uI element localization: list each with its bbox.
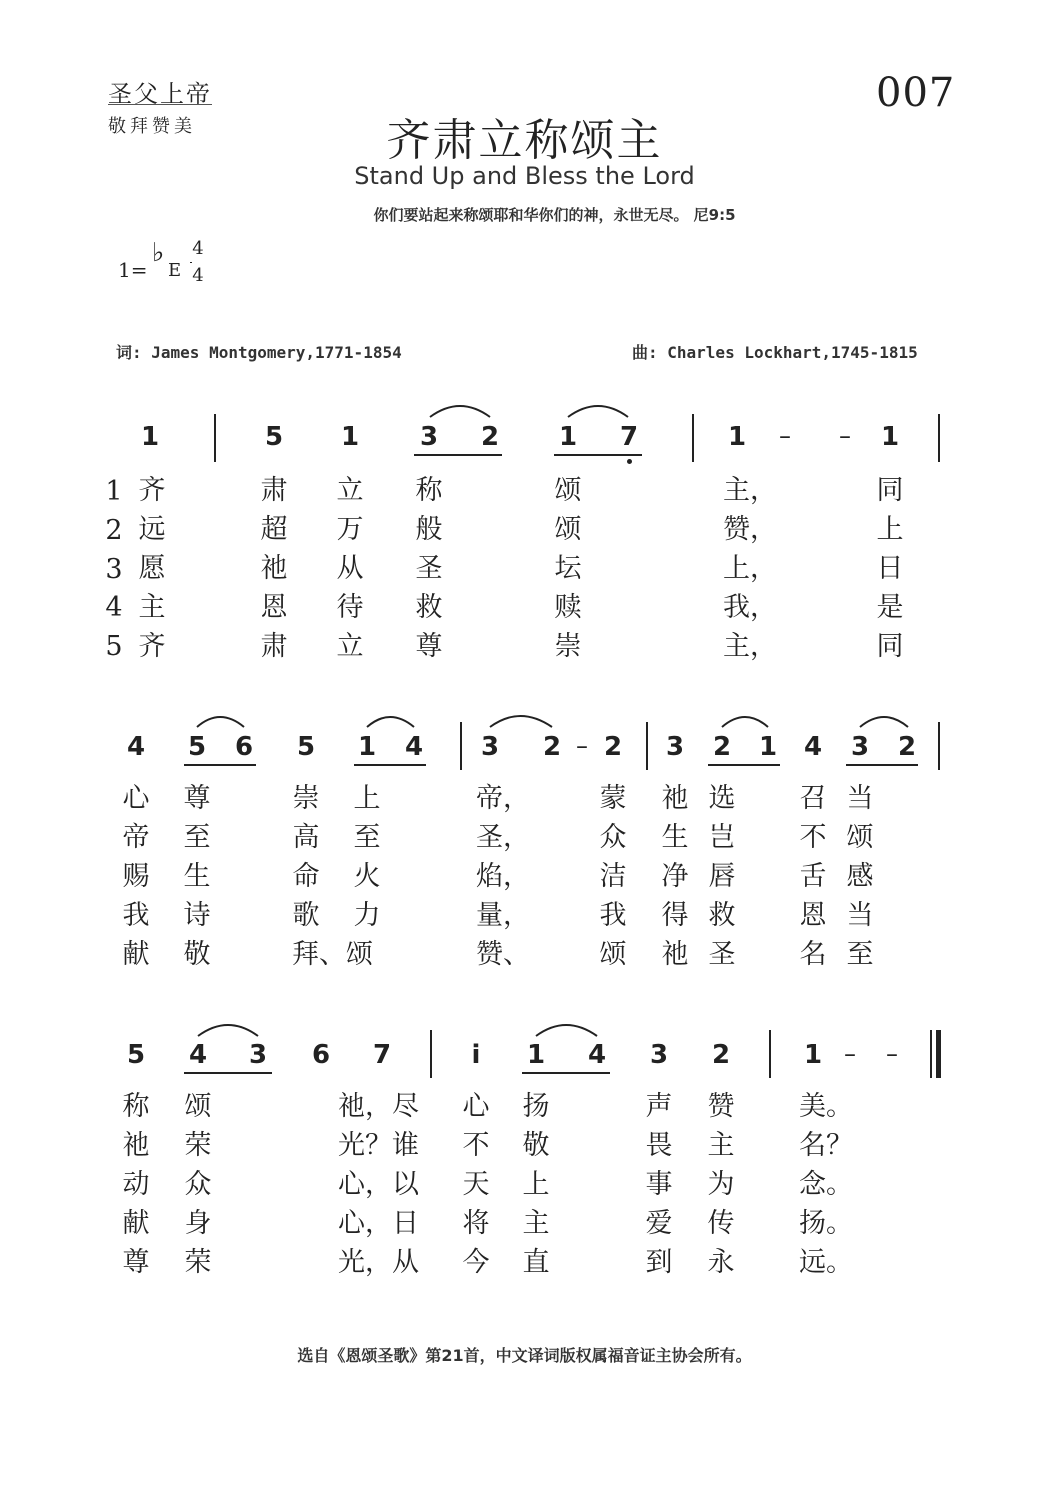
bar-line: [430, 1030, 432, 1078]
lyric-syllable: 赞: [707, 1091, 735, 1122]
lyric-syllable: 祂: [260, 553, 288, 584]
lyric-syllable: 感: [846, 861, 874, 892]
lyric-syllable: 恩: [799, 900, 827, 931]
time-divider: [190, 262, 192, 263]
note: 3: [419, 422, 439, 452]
lyric-syllable: 到: [645, 1247, 673, 1278]
bar-line: [646, 722, 648, 770]
verse-number: 1: [105, 476, 123, 507]
lyric-syllable: 传: [707, 1208, 735, 1239]
lyric-syllable: 救: [415, 592, 443, 623]
lyric-syllable: 主，: [723, 631, 777, 662]
note: 1: [558, 422, 578, 452]
lyric-syllable: 名？: [799, 1130, 853, 1161]
lyric-syllable: 帝，: [476, 783, 530, 814]
lyric-syllable: 主: [707, 1130, 735, 1161]
note: 1: [758, 732, 778, 762]
note: 5: [264, 422, 284, 452]
scripture-verse: 你们要站起来称颂耶和华你们的神，永世无尽。 尼9:5: [373, 206, 736, 224]
lyric-syllable: 力: [353, 900, 381, 931]
lyric-syllable: 上: [522, 1169, 550, 1200]
note: 2: [711, 1040, 731, 1070]
lyric-syllable: 主: [138, 592, 166, 623]
lyric-syllable: 是: [876, 592, 904, 623]
lyric-syllable: 岂: [708, 822, 736, 853]
lyric-syllable: 天: [462, 1169, 490, 1200]
note: 2: [712, 732, 732, 762]
lyric-syllable: 唇: [708, 861, 736, 892]
lyric-syllable: 当: [846, 783, 874, 814]
note: 4: [188, 1040, 208, 1070]
slur-arcs-1: [0, 395, 1049, 425]
lyric-syllable: 事: [645, 1169, 673, 1200]
note: 2: [897, 732, 917, 762]
lyric-syllable: 畏: [645, 1130, 673, 1161]
hold-dash: –: [844, 1040, 856, 1068]
hymn-subtitle: Stand Up and Bless the Lord: [354, 162, 695, 190]
note: 3: [480, 732, 500, 762]
lyric-syllable: 光？谁: [338, 1130, 419, 1161]
time-top: 4: [192, 238, 204, 259]
lyric-syllable: 圣: [415, 553, 443, 584]
lyric-syllable: 不: [799, 822, 827, 853]
lyric-syllable: 爱: [645, 1208, 673, 1239]
lyric-syllable: 上，: [723, 553, 777, 584]
note: 6: [234, 732, 254, 762]
lyric-syllable: 光，从: [338, 1247, 419, 1278]
lyric-syllable: 动: [122, 1169, 150, 1200]
lyric-syllable: 心: [462, 1091, 490, 1122]
bar-line: [938, 414, 940, 462]
lyric-syllable: 称: [415, 475, 443, 506]
verse-number: 4: [105, 592, 123, 623]
lyric-syllable: 念。: [799, 1169, 853, 1200]
lyric-syllable: 命: [292, 861, 320, 892]
note: 4: [803, 732, 823, 762]
lyric-syllable: 尊: [122, 1247, 150, 1278]
note: 1: [880, 422, 900, 452]
lyric-syllable: 赐: [122, 861, 150, 892]
lyric-syllable: 般: [415, 514, 443, 545]
lyric-syllable: 坛: [554, 553, 582, 584]
lyric-syllable: 量，: [476, 900, 530, 931]
eighth-underline: [414, 454, 502, 456]
lyric-syllable: 为: [707, 1169, 735, 1200]
lyric-syllable: 我: [122, 900, 150, 931]
lyric-syllable: 不: [462, 1130, 490, 1161]
music-credit: 曲: Charles Lockhart,1745-1815: [632, 343, 918, 362]
note: 2: [480, 422, 500, 452]
lyric-syllable: 洁: [599, 861, 627, 892]
lyric-syllable: 恩: [260, 592, 288, 623]
bar-line: [214, 414, 216, 462]
time-bottom: 4: [192, 265, 204, 286]
lyric-syllable: 身: [184, 1208, 212, 1239]
lyric-syllable: 崇: [292, 783, 320, 814]
note: 1: [140, 422, 160, 452]
final-bar-thin: [930, 1030, 932, 1078]
note: 3: [649, 1040, 669, 1070]
low-octave-dot: [627, 459, 632, 464]
lyric-syllable: 火: [353, 861, 381, 892]
words-credit: 词: James Montgomery,1771-1854: [116, 343, 402, 362]
lyric-syllable: 直: [522, 1247, 550, 1278]
lyric-syllable: 赞，: [723, 514, 777, 545]
note: 5: [187, 732, 207, 762]
eighth-underline: [522, 1072, 610, 1074]
lyric-syllable: 圣: [708, 939, 736, 970]
lyric-syllable: 同: [876, 475, 904, 506]
key-prefix: 1=: [118, 258, 148, 282]
lyric-syllable: 扬。: [799, 1208, 853, 1239]
lyric-syllable: 声: [645, 1091, 673, 1122]
lyric-syllable: 众: [184, 1169, 212, 1200]
lyric-syllable: 祂: [661, 939, 689, 970]
lyric-syllable: 祂，尽: [338, 1091, 419, 1122]
lyric-syllable: 齐: [138, 631, 166, 662]
lyric-syllable: 尊: [415, 631, 443, 662]
lyric-syllable: 敬: [183, 939, 211, 970]
lyric-syllable: 至: [353, 822, 381, 853]
category-label: 圣父上帝: [108, 80, 212, 108]
lyric-syllable: 选: [708, 783, 736, 814]
eighth-underline: [184, 1072, 272, 1074]
lyric-syllable: 上: [353, 783, 381, 814]
lyric-syllable: 生: [661, 822, 689, 853]
lyric-syllable: 当: [846, 900, 874, 931]
note: 4: [404, 732, 424, 762]
lyric-syllable: 同: [876, 631, 904, 662]
lyric-syllable: 愿: [138, 553, 166, 584]
lyric-syllable: 主，: [723, 475, 777, 506]
lyric-syllable: 净: [661, 861, 689, 892]
hold-dash: –: [576, 732, 588, 760]
note: 2: [603, 732, 623, 762]
lyric-syllable: 颂: [554, 514, 582, 545]
lyric-syllable: 心，日: [338, 1208, 419, 1239]
bar-line: [460, 722, 462, 770]
note: 1: [340, 422, 360, 452]
lyric-syllable: 颂: [184, 1091, 212, 1122]
subcategory-label: 敬拜赞美: [108, 116, 196, 137]
lyric-syllable: 生: [183, 861, 211, 892]
lyric-syllable: 从: [336, 553, 364, 584]
lyric-syllable: 肃: [260, 631, 288, 662]
lyric-syllable: 远。: [799, 1247, 853, 1278]
lyric-syllable: 献: [122, 1208, 150, 1239]
verse-number: 5: [105, 631, 123, 662]
verse-number: 2: [105, 515, 123, 546]
lyric-syllable: 心，以: [338, 1169, 419, 1200]
copyright-footer: 选自《恩颂圣歌》第21首，中文译词版权属福音证主协会所有。: [297, 1346, 752, 1365]
lyric-syllable: 日: [876, 553, 904, 584]
note: 7: [619, 422, 639, 452]
lyric-syllable: 荣: [184, 1130, 212, 1161]
lyric-syllable: 万: [336, 514, 364, 545]
eighth-underline: [708, 764, 780, 766]
lyric-syllable: 待: [336, 592, 364, 623]
lyric-syllable: 立: [336, 475, 364, 506]
lyric-syllable: 崇: [554, 631, 582, 662]
hold-dash: –: [779, 422, 791, 450]
lyric-syllable: 主: [522, 1208, 550, 1239]
lyric-syllable: 颂: [846, 822, 874, 853]
lyric-syllable: 焰，: [476, 861, 530, 892]
lyric-syllable: 高: [292, 822, 320, 853]
lyric-syllable: 颂: [554, 475, 582, 506]
lyric-syllable: 远: [138, 514, 166, 545]
lyric-syllable: 圣，: [476, 822, 530, 853]
lyric-syllable: 扬: [522, 1091, 550, 1122]
note: 3: [665, 732, 685, 762]
note: 1: [727, 422, 747, 452]
note: 4: [587, 1040, 607, 1070]
note: 1: [357, 732, 377, 762]
eighth-underline: [846, 764, 918, 766]
lyric-syllable: 祂: [661, 783, 689, 814]
note: 2: [542, 732, 562, 762]
key-letter: E: [168, 260, 182, 281]
lyric-syllable: 心: [122, 783, 150, 814]
lyric-syllable: 拜、颂: [292, 939, 373, 970]
lyric-syllable: 我: [599, 900, 627, 931]
lyric-syllable: 超: [260, 514, 288, 545]
lyric-syllable: 名: [799, 939, 827, 970]
lyric-syllable: 蒙: [599, 783, 627, 814]
lyric-syllable: 救: [708, 900, 736, 931]
lyric-syllable: 至: [846, 939, 874, 970]
lyric-syllable: 得: [661, 900, 689, 931]
lyric-syllable: 舌: [799, 861, 827, 892]
lyric-syllable: 美。: [799, 1091, 853, 1122]
note: 6: [311, 1040, 331, 1070]
note: 3: [248, 1040, 268, 1070]
lyric-syllable: 上: [876, 514, 904, 545]
lyric-syllable: 齐: [138, 475, 166, 506]
lyric-syllable: 至: [183, 822, 211, 853]
lyric-syllable: 诗: [183, 900, 211, 931]
note: 1: [803, 1040, 823, 1070]
note: 7: [372, 1040, 392, 1070]
lyric-syllable: 永: [707, 1247, 735, 1278]
lyric-syllable: 帝: [122, 822, 150, 853]
flat-sign: ♭: [152, 238, 165, 268]
lyric-syllable: 歌: [292, 900, 320, 931]
note-high-octave: i: [471, 1040, 481, 1070]
lyric-syllable: 尊: [183, 783, 211, 814]
note: 5: [126, 1040, 146, 1070]
note: 3: [850, 732, 870, 762]
lyric-syllable: 赞、: [476, 939, 530, 970]
lyric-syllable: 献: [122, 939, 150, 970]
hold-dash: –: [839, 422, 851, 450]
eighth-underline: [184, 764, 256, 766]
note: 4: [126, 732, 146, 762]
lyric-syllable: 我，: [723, 592, 777, 623]
lyric-syllable: 称: [122, 1091, 150, 1122]
lyric-syllable: 荣: [184, 1247, 212, 1278]
eighth-underline: [354, 764, 426, 766]
lyric-syllable: 赎: [554, 592, 582, 623]
time-signature: [190, 238, 206, 287]
bar-line: [769, 1030, 771, 1078]
lyric-syllable: 祂: [122, 1130, 150, 1161]
lyric-syllable: 众: [599, 822, 627, 853]
lyric-syllable: 将: [462, 1208, 490, 1239]
lyric-syllable: 肃: [260, 475, 288, 506]
hymn-title: 齐肃立称颂主: [386, 115, 663, 166]
hymn-number: 007: [876, 70, 956, 116]
note: 1: [526, 1040, 546, 1070]
eighth-underline: [554, 454, 642, 456]
verse-number: 3: [105, 554, 123, 585]
lyric-syllable: 立: [336, 631, 364, 662]
bar-line: [692, 414, 694, 462]
final-bar-thick: [936, 1030, 941, 1078]
lyric-syllable: 今: [462, 1247, 490, 1278]
lyric-syllable: 颂: [599, 939, 627, 970]
lyric-syllable: 敬: [522, 1130, 550, 1161]
hold-dash: –: [886, 1040, 898, 1068]
bar-line: [938, 722, 940, 770]
note: 5: [296, 732, 316, 762]
lyric-syllable: 召: [799, 783, 827, 814]
slur-arcs-2: [0, 705, 1049, 735]
